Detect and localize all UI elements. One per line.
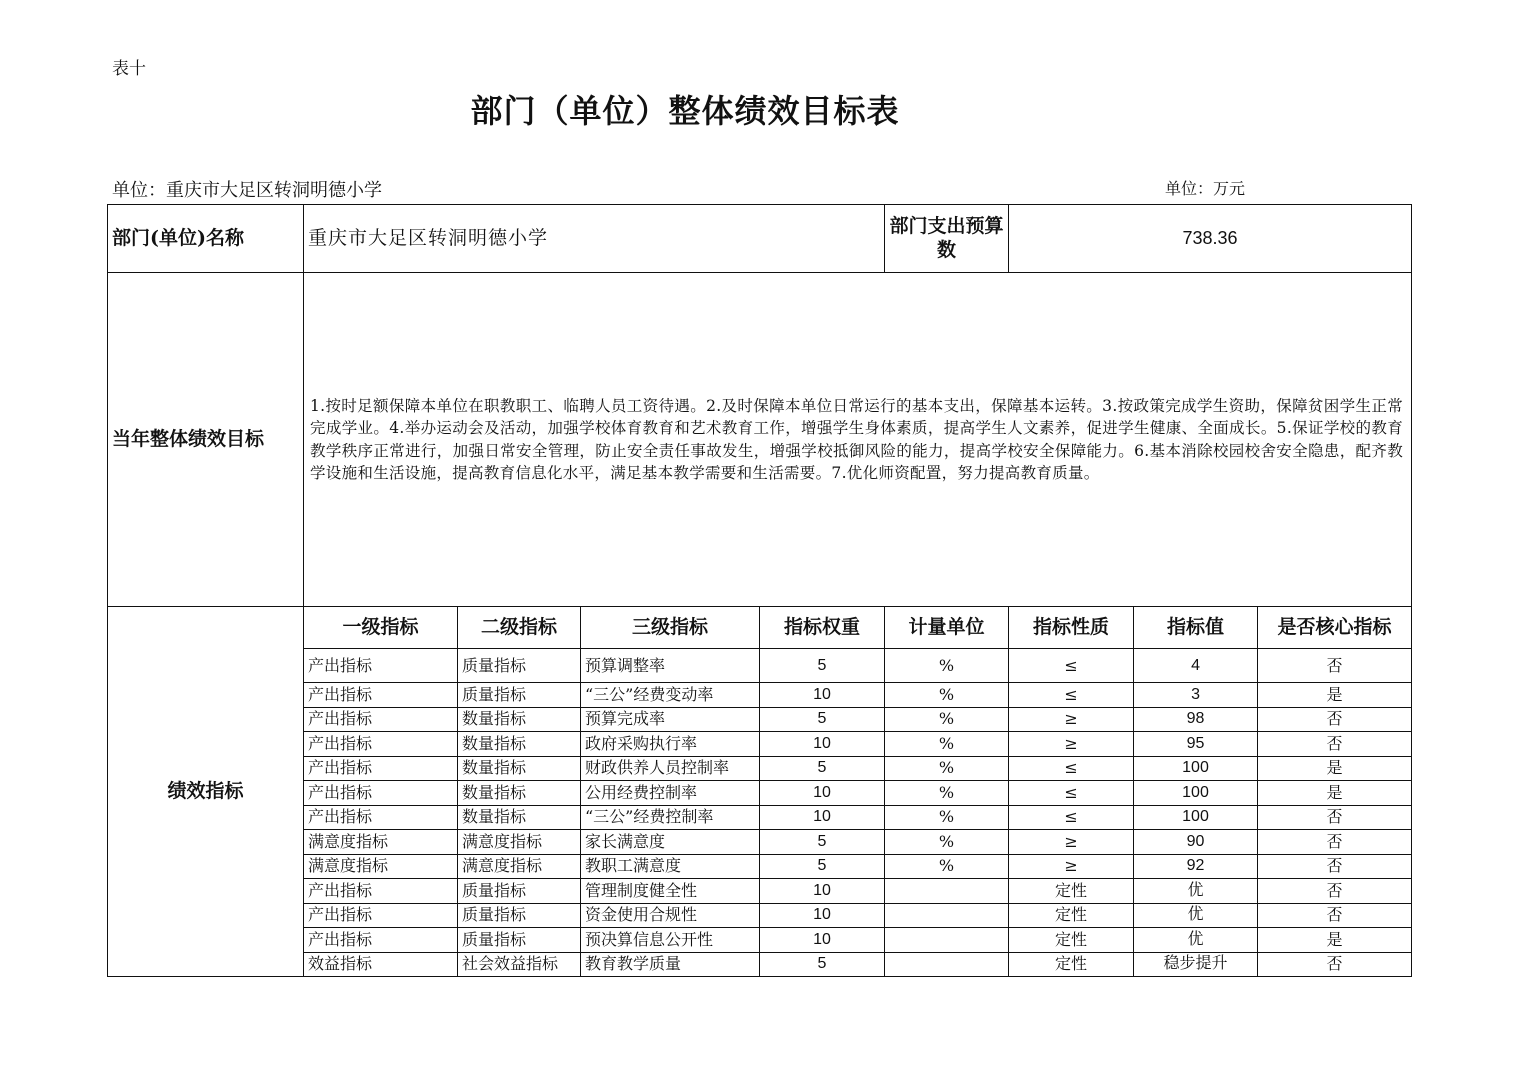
cell-value: 100	[1134, 781, 1258, 806]
table-row	[108, 903, 1412, 928]
cell-unit: %	[885, 805, 1009, 830]
cell-weight: 5	[760, 756, 885, 781]
table-row	[108, 756, 1412, 781]
performance-label: 绩效指标	[108, 607, 304, 977]
cell-core: 是	[1258, 683, 1412, 708]
cell-level2: 质量指标	[458, 879, 581, 904]
cell-level2: 数量指标	[458, 805, 581, 830]
cell-core: 是	[1258, 756, 1412, 781]
cell-core: 否	[1258, 879, 1412, 904]
cell-nature: 定性	[1009, 903, 1134, 928]
cell-unit	[885, 928, 1009, 953]
cell-core: 否	[1258, 707, 1412, 732]
cell-value: 90	[1134, 830, 1258, 855]
cell-weight: 5	[760, 854, 885, 879]
cell-level2: 满意度指标	[458, 854, 581, 879]
cell-level2: 数量指标	[458, 781, 581, 806]
cell-value: 4	[1134, 649, 1258, 683]
cell-core: 是	[1258, 928, 1412, 953]
budget-label: 部门支出预算数	[885, 205, 1009, 273]
cell-unit: %	[885, 854, 1009, 879]
cell-level1: 产出指标	[304, 879, 458, 904]
table-number: 表十	[112, 59, 146, 79]
header-unit: 计量单位	[885, 607, 1009, 649]
cell-level1: 产出指标	[304, 707, 458, 732]
cell-nature: 定性	[1009, 928, 1134, 953]
cell-nature: ≤	[1009, 756, 1134, 781]
table-row	[108, 928, 1412, 953]
performance-table	[107, 204, 1412, 977]
table-row	[108, 683, 1412, 708]
cell-unit: %	[885, 830, 1009, 855]
cell-level1: 产出指标	[304, 928, 458, 953]
cell-value: 优	[1134, 928, 1258, 953]
cell-value: 100	[1134, 756, 1258, 781]
cell-weight: 10	[760, 683, 885, 708]
header-level1: 一级指标	[304, 607, 458, 649]
dept-name-value: 重庆市大足区转洞明德小学	[304, 205, 885, 273]
cell-nature: ≤	[1009, 649, 1134, 683]
cell-core: 否	[1258, 952, 1412, 977]
cell-nature: ≤	[1009, 805, 1134, 830]
table-row	[108, 879, 1412, 904]
cell-unit	[885, 879, 1009, 904]
cell-value: 100	[1134, 805, 1258, 830]
cell-level1: 产出指标	[304, 649, 458, 683]
page-title: 部门（单位）整体绩效目标表	[470, 92, 900, 130]
cell-level3: 家长满意度	[581, 830, 760, 855]
cell-level1: 产出指标	[304, 903, 458, 928]
cell-level3: 教职工满意度	[581, 854, 760, 879]
table-row	[108, 649, 1412, 683]
cell-level1: 产出指标	[304, 756, 458, 781]
cell-weight: 10	[760, 781, 885, 806]
cell-nature: ≥	[1009, 830, 1134, 855]
cell-level2: 数量指标	[458, 756, 581, 781]
cell-level2: 满意度指标	[458, 830, 581, 855]
cell-value: 98	[1134, 707, 1258, 732]
cell-nature: ≥	[1009, 707, 1134, 732]
cell-level2: 社会效益指标	[458, 952, 581, 977]
cell-core: 否	[1258, 805, 1412, 830]
cell-value: 优	[1134, 903, 1258, 928]
organization-unit: 单位：重庆市大足区转洞明德小学	[112, 180, 382, 201]
header-value: 指标值	[1134, 607, 1258, 649]
cell-weight: 5	[760, 649, 885, 683]
table-row	[108, 830, 1412, 855]
cell-level2: 数量指标	[458, 707, 581, 732]
cell-level3: 预决算信息公开性	[581, 928, 760, 953]
cell-weight: 10	[760, 879, 885, 904]
cell-weight: 5	[760, 830, 885, 855]
cell-unit: %	[885, 732, 1009, 757]
cell-value: 3	[1134, 683, 1258, 708]
cell-level2: 质量指标	[458, 649, 581, 683]
header-nature: 指标性质	[1009, 607, 1134, 649]
table-row	[108, 707, 1412, 732]
cell-nature: 定性	[1009, 879, 1134, 904]
cell-unit: %	[885, 707, 1009, 732]
cell-nature: 定性	[1009, 952, 1134, 977]
table-row	[108, 854, 1412, 879]
cell-level1: 产出指标	[304, 781, 458, 806]
cell-level3: “三公”经费控制率	[581, 805, 760, 830]
cell-level1: 满意度指标	[304, 854, 458, 879]
goal-label: 当年整体绩效目标	[108, 273, 304, 607]
cell-weight: 5	[760, 952, 885, 977]
cell-level2: 质量指标	[458, 928, 581, 953]
cell-level1: 产出指标	[304, 683, 458, 708]
cell-core: 否	[1258, 903, 1412, 928]
cell-weight: 5	[760, 707, 885, 732]
cell-value: 稳步提升	[1134, 952, 1258, 977]
cell-nature: ≤	[1009, 683, 1134, 708]
cell-level3: 教育教学质量	[581, 952, 760, 977]
cell-value: 92	[1134, 854, 1258, 879]
cell-level2: 质量指标	[458, 903, 581, 928]
cell-unit	[885, 903, 1009, 928]
cell-core: 否	[1258, 854, 1412, 879]
cell-level1: 产出指标	[304, 805, 458, 830]
cell-level3: 公用经费控制率	[581, 781, 760, 806]
cell-unit: %	[885, 781, 1009, 806]
cell-level1: 效益指标	[304, 952, 458, 977]
cell-value: 优	[1134, 879, 1258, 904]
cell-level3: “三公”经费变动率	[581, 683, 760, 708]
cell-level3: 财政供养人员控制率	[581, 756, 760, 781]
cell-level3: 预算调整率	[581, 649, 760, 683]
cell-level1: 满意度指标	[304, 830, 458, 855]
cell-weight: 10	[760, 928, 885, 953]
cell-level3: 政府采购执行率	[581, 732, 760, 757]
table-row	[108, 732, 1412, 757]
cell-unit: %	[885, 649, 1009, 683]
table-row	[108, 781, 1412, 806]
cell-unit: %	[885, 756, 1009, 781]
cell-value: 95	[1134, 732, 1258, 757]
cell-core: 是	[1258, 781, 1412, 806]
cell-core: 否	[1258, 830, 1412, 855]
budget-value: 738.36	[1009, 205, 1412, 273]
cell-level2: 质量指标	[458, 683, 581, 708]
cell-core: 否	[1258, 649, 1412, 683]
cell-nature: ≤	[1009, 781, 1134, 806]
cell-unit: %	[885, 683, 1009, 708]
header-weight: 指标权重	[760, 607, 885, 649]
header-level3: 三级指标	[581, 607, 760, 649]
cell-level3: 预算完成率	[581, 707, 760, 732]
goal-text: 1.按时足额保障本单位在职教职工、临聘人员工资待遇。2.及时保障本单位日常运行的基本支出，保障基本运转。3.按政策完成学生资助，保障贫困学生正常完成学业。4.举办运动会及活动，加强学校体育教育和艺术教育工作，增强学生身体素质，提高学生人文素养，促进学生健康、全面成长。5.保证学校的教育教学秩序正常进行，加强日常安全管理，防止安全责任事故发生，增强学校抵御风险的能力，提高学校安全保障能力。6.基本消除校园校舍安全隐患，配齐教学设施和生活设施，提高教育信息化水平，满足基本教学需要和生活需要。7.优化师资配置，努力提高教育质量。	[304, 273, 1412, 607]
dept-name-label: 部门(单位)名称	[108, 205, 304, 273]
cell-weight: 10	[760, 903, 885, 928]
cell-unit	[885, 952, 1009, 977]
header-level2: 二级指标	[458, 607, 581, 649]
header-core: 是否核心指标	[1258, 607, 1412, 649]
table-row	[108, 952, 1412, 977]
cell-core: 否	[1258, 732, 1412, 757]
cell-weight: 10	[760, 805, 885, 830]
table-row	[108, 805, 1412, 830]
currency-unit: 单位：万元	[1165, 179, 1246, 198]
cell-nature: ≥	[1009, 854, 1134, 879]
cell-level3: 资金使用合规性	[581, 903, 760, 928]
cell-level1: 产出指标	[304, 732, 458, 757]
cell-nature: ≥	[1009, 732, 1134, 757]
cell-level2: 数量指标	[458, 732, 581, 757]
cell-weight: 10	[760, 732, 885, 757]
cell-level3: 管理制度健全性	[581, 879, 760, 904]
